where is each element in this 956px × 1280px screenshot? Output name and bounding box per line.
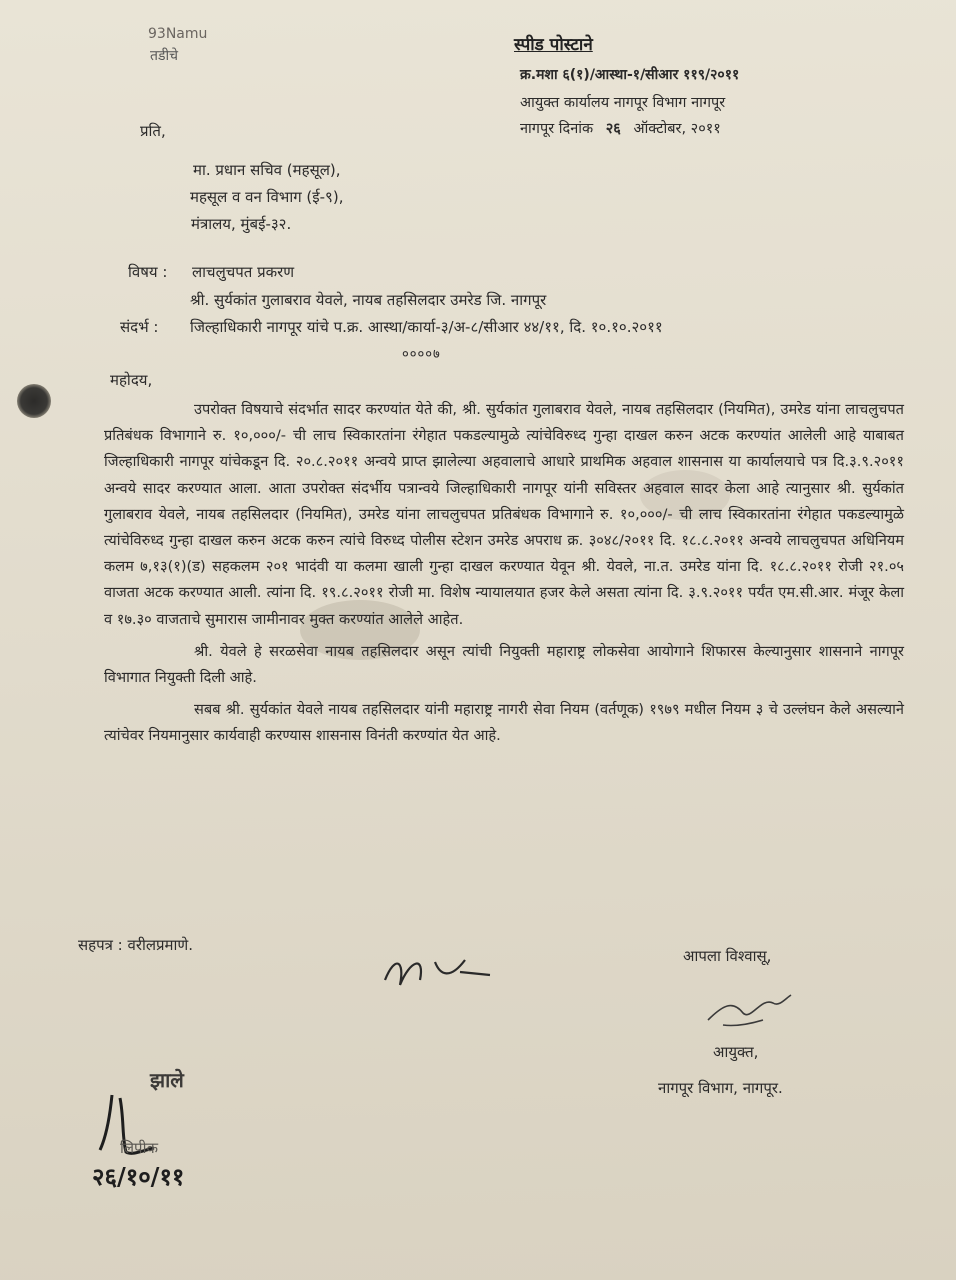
date-rest: ऑक्टोबर, २०११: [633, 121, 721, 137]
subject-line-1: लाचलुचपत प्रकरण: [192, 263, 295, 281]
recipient-line-2: महसूल व वन विभाग (ई-९),: [190, 188, 344, 206]
stamp-word: झाले: [150, 1068, 184, 1092]
initial-signature: [380, 950, 500, 1000]
yours-faithfully: आपला विश्वासू,: [683, 947, 772, 965]
recipient-line-3: मंत्रालय, मुंबई-३२.: [191, 215, 292, 233]
date-prefix: नागपूर दिनांक: [520, 121, 594, 137]
subject-label: विषय :: [128, 263, 168, 281]
letter-body: [104, 397, 904, 750]
division: नागपूर विभाग, नागपूर.: [658, 1079, 783, 1097]
separator-mark: ००००७: [402, 347, 441, 362]
date-day: २६: [605, 120, 621, 137]
reference-text: जिल्हाधिकारी नागपूर यांचे प.क्र. आस्था/कार्या-३/अ-८/सीआर ४४/११, दि. १०.१०.२०११: [190, 318, 663, 336]
reference-label: संदर्भ :: [120, 318, 159, 336]
clerk-label: लिपीक: [120, 1139, 158, 1157]
office-name: आयुक्त कार्यालय नागपूर विभाग नागपूर: [520, 95, 726, 111]
subject-line-2: श्री. सुर्यकांत गुलाबराव येवले, नायब तहसिलदार उमरेड जि. नागपूर: [190, 291, 547, 309]
top-left-note: 93Namu: [148, 26, 208, 42]
paragraph-3: सबब श्री. सुर्यकांत येवले नायब तहसिलदार यांनी महाराष्ट्र नागरी सेवा नियम (वर्तणूक) १९७९ मधील नियम ३ चे उल्लंघन केले असल्याने त्यांचेवर नियमानुसार कार्यवाही करण्यास शासनास विनंती करण्यांत येत आहे.: [104, 701, 904, 745]
designation: आयुक्त,: [713, 1043, 759, 1061]
reference-number: क्र.मशा ६(१)/आस्था-१/सीआर ११९/२०११: [520, 67, 740, 83]
commissioner-signature: [703, 985, 793, 1035]
paragraph-1: उपरोक्त विषयाचे संदर्भात सादर करण्यांत येते की, श्री. सुर्यकांत गुलाबराव येवले, नायब तहसिलदार (नियमित), उमरेड यांना लाचलुचपत प्रतिबंधक विभागाने रु. १०,०००/- ची लाच स्विकारतांना रंगेहात पकडल्यामुळे त्यांचेविरुध्द गुन्हा दाखल करुन अटक करण्यांत आलेली आहे याबाबत जिल्हाधिकारी नागपूर यांचेकडून दि. २०.८.२०११ अन्वये प्राप्त झालेल्या अहवालाचे आधारे प्राथमिक अहवाल शासनास या कार्यालयाचे पत्र दि.३.९.२०११ अन्वये सादर करण्यात आला. आता उपरोक्त संदर्भीय पत्रान्वये जिल्हाधिकारी नागपूर यांनी सविस्तर अहवाल सादर केला आहे त्यानुसार श्री. सुर्यकांत गुलाबराव येवले, नायब तहसिलदार (नियमित), उमरेड यांना लाचलुचपत प्रतिबंधक विभागाने रु. १०,०००/- ची लाच स्विकारतांना रंगेहात पकडल्यामुळे त्यांचेविरुध्द गुन्हा दाखल करुन अटक करुन त्यांचे विरुध्द पोलीस स्टेशन उमरेड अपराध क्र. ३०४८/२०११ दि. १८.८.२०११ अन्वये लाचलुचपत अधिनियम कलम ७,१३(१)(ड) सहकलम २०१ भादंवी या कलमा खाली गुन्हा दाखल करण्यात येवून श्री. येवले, ना.त. उमरेड यांना दि. १८.८.२०११ रोजी २१.०५ वाजता अटक करण्यात आली. त्यांना दि. १९.८.२०११ रोजी मा. विशेष न्यायालयात हजर केले असता त्यांना दि. ३.९.२०११ पर्यंत एम.सी.आर. मंजूर केला व १७.३० वाजताचे सुमारास जामीनावर मुक्त करण्यांत आलेले आहेत.: [104, 401, 904, 628]
salutation: महोदय,: [110, 371, 153, 389]
letter-date: [520, 118, 721, 138]
clerk-date: २६/१०/११: [92, 1162, 185, 1191]
to-label: प्रति,: [140, 122, 166, 140]
punch-hole: [17, 384, 51, 418]
enclosure-line: सहपत्र : वरीलप्रमाणे.: [78, 936, 194, 954]
speed-post-title: स्पीड पोस्टाने: [514, 35, 593, 55]
paragraph-2: श्री. येवले हे सरळसेवा नायब तहसिलदार असून त्यांची नियुक्ती महाराष्ट्र लोकसेवा आयोगाने शिफारस केल्यानुसार शासनाने नागपूर विभागात नियुक्ती दिली आहे.: [104, 642, 904, 687]
recipient-line-1: मा. प्रधान सचिव (महसूल),: [193, 161, 341, 179]
top-left-note-2: तडीचे: [150, 48, 178, 64]
